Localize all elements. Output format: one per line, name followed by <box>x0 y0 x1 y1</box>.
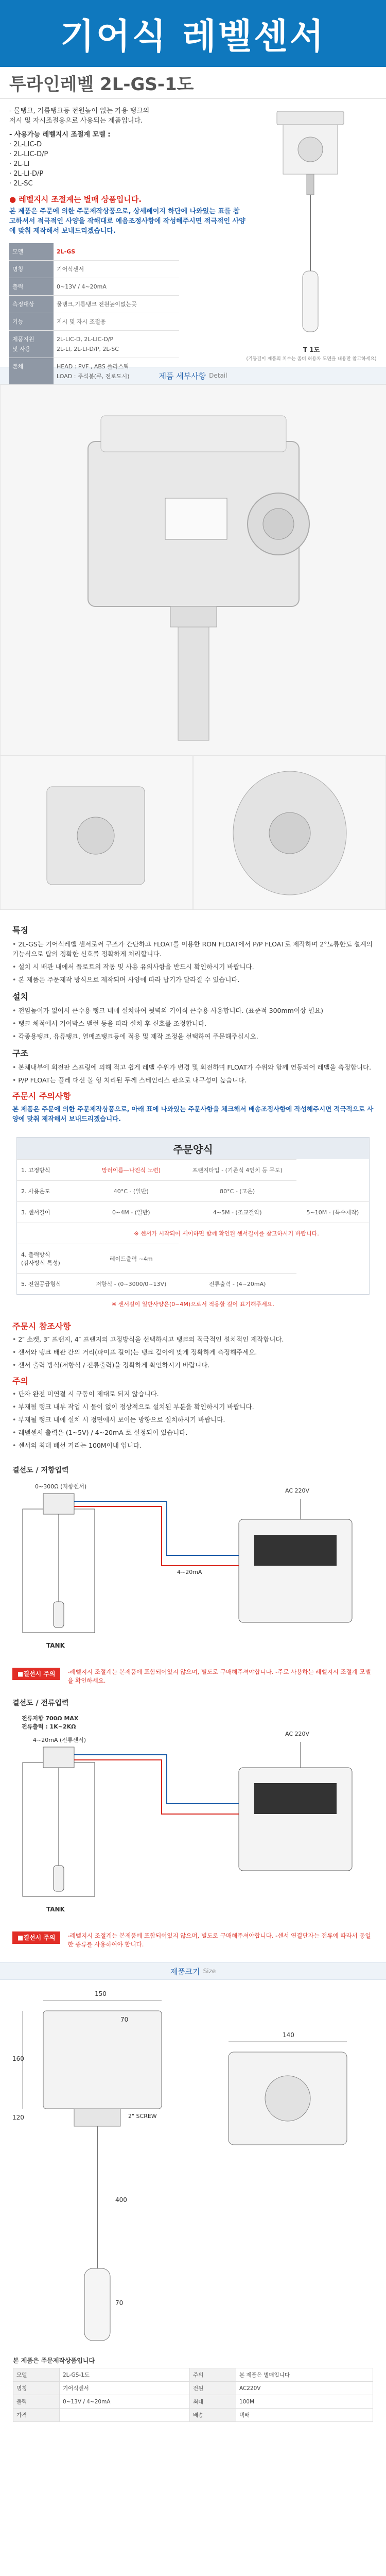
feature-item: • 본 제품은 주문제작 방식으로 제작되며 사양에 따라 납기가 달라질 수 있습니다. <box>12 975 374 985</box>
wiring2-sensor-label: 전류저항 700Ω MAX 전류출력 : 1K~2KΩ <box>22 1715 79 1730</box>
product-title: 투라인레벨 2L-GS-1도 <box>9 74 194 95</box>
spec-key: 제품지원 및 사용 <box>9 331 54 358</box>
order-row <box>17 1181 369 1202</box>
wiring1-terminal-label: 4~20mA <box>177 1569 202 1575</box>
structure-item: • 본체내부에 회전판 스프링에 의해 적고 쉽게 레벨 수위가 변경 및 회전하며 FLOAT가 수위와 함께 연동되어 레벨을 측정합니다. <box>12 1062 374 1072</box>
intro-line: - 물탱크, 기름탱크등 전원높이 없는 가용 탱크의 <box>9 107 150 115</box>
caution-block <box>0 1313 386 1462</box>
footer-key: 명칭 <box>13 2382 60 2395</box>
footer-value: 기어식센서 <box>60 2382 190 2395</box>
wiring2-tank-label: TANK <box>46 1906 65 1913</box>
order-row <box>17 1274 369 1295</box>
page-title: 기어식 레벨센서 <box>60 16 326 57</box>
footer-title: 본 제품은 주문제작상품입니다 <box>13 2357 95 2364</box>
warning-label: ■결선시 주의 <box>12 1931 60 1944</box>
footer-value <box>60 2409 190 2422</box>
product-model-label: T 1도 <box>303 346 320 353</box>
caution-item: • 센서 출력 방식(저항식 / 전류출력)을 정확하게 확인하시기 바랍니다. <box>12 1360 374 1370</box>
caution-item: • 2″ 소켓, 3″ 프랜지, 4″ 프랜지의 고정방식을 선택하시고 탱크의 적극적인 설치적인 제작합니다. <box>12 1334 374 1344</box>
spec-row <box>9 296 179 313</box>
order-footnote: ※ 센서길이 일반사양은(0~4M)으로서 적용할 길이 표기해주세요. <box>112 1301 274 1308</box>
spec-key: 모델 <box>9 243 54 261</box>
features-block <box>0 910 386 1132</box>
spec-row <box>9 278 179 296</box>
wiring1-sensor-label: 0~300Ω (저항센서) <box>35 1483 87 1490</box>
sensor-photo <box>1 385 386 756</box>
order-key: 5. 전원공급형식 <box>17 1274 84 1295</box>
spec-value: 2L-GS <box>54 243 179 261</box>
order-option[interactable]: 40°C - (일반) <box>84 1181 179 1202</box>
wiring2-warning <box>0 1927 386 1953</box>
install-item: • 전임높이가 없어서 큰수용 탱크 내에 설치하여 뒷벽의 기어식 큰수용 사용합니다. (표준적 300mm이상 필요) <box>12 1006 374 1015</box>
notes-title: 주의 <box>12 1376 28 1386</box>
order-key: 3. 센서길이 <box>17 1202 84 1223</box>
spec-value: HEAD : PVF , ABS 플라스틱 LOAD : 주석봉(쿠, 전로도시) <box>54 358 179 385</box>
footer-spec-table <box>13 2368 373 2422</box>
footer-key: 전원 <box>189 2382 236 2395</box>
note-item: • 부재될 탱크 내부 작업 시 물이 없이 정상적으로 설치된 부분을 확인하시기 바랍니다. <box>12 1402 374 1412</box>
wiring1-power-label: AC 220V <box>285 1487 310 1494</box>
order-option[interactable]: 80°C - (고온) <box>179 1181 296 1202</box>
photo-top-view <box>0 755 193 910</box>
wiring2-sub-label: 4~20mA (전류센서) <box>33 1737 86 1743</box>
model-item: · 2L-SC <box>9 180 33 188</box>
wiring1-warning <box>0 1664 386 1689</box>
order-option[interactable]: ※ 센서가 시작되어 세이하면 함께 확인된 센서길이를 참고하시기 바랍니다. <box>84 1223 369 1244</box>
footer-row <box>13 2395 373 2409</box>
section-title-detail: 제품 세부사항 Detail <box>0 367 386 384</box>
structure-item: • P/P FLOAT는 플레 대신 볼 형 처리된 두께 스테인리스 판으로 내구성이 높습니다. <box>12 1075 374 1085</box>
product-photo-main <box>0 384 386 755</box>
wiring1-tank-label: TANK <box>46 1642 65 1649</box>
spec-value: 기어식센서 <box>54 261 179 278</box>
wiring2-power-label: AC 220V <box>285 1731 310 1737</box>
warning-label: ■결선시 주의 <box>12 1668 60 1680</box>
model-item: · 2L-LI-D/P <box>9 170 44 178</box>
order-row <box>17 1223 369 1244</box>
spec-key: 측정대상 <box>9 296 54 313</box>
photo-pair <box>0 755 386 910</box>
footer-value: 0~13V / 4~20mA <box>60 2395 190 2409</box>
screw-label: 2" SCREW <box>128 2113 157 2120</box>
dim-float: 70 <box>115 2299 124 2307</box>
footer-row <box>13 2368 373 2382</box>
spec-row <box>9 261 179 278</box>
dim-top: 150 <box>95 1990 107 1997</box>
order-row <box>17 1202 369 1223</box>
wiring-diagram-resistance <box>12 1478 374 1664</box>
footer-value: AC220V <box>236 2382 373 2395</box>
dim-neck: 120 <box>12 2114 24 2121</box>
spec-key: 본체 <box>9 358 54 385</box>
spec-value: 2L-LIC-D, 2L-LIC-D/P 2L-LI, 2L-LI-D/P, 2L-SC <box>54 331 179 358</box>
photo-float <box>193 755 386 910</box>
product-caption: (기둥길이 제품의 치수는 좀더 허용차 도면을 내용만 참고하세요) <box>246 357 377 362</box>
order-option[interactable]: 망러이름—나진식 노련) <box>84 1160 179 1181</box>
spec-key: 출력 <box>9 278 54 296</box>
order-row <box>17 1244 369 1274</box>
dim-rod: 400 <box>115 2196 127 2204</box>
section-title-size: 제품크기 Size <box>0 1962 386 1980</box>
install-item: • 각종용탱크, 유류탱크, 열매조탱크등에 적용 및 제작 조정을 선택하여 주문해주십시오. <box>12 1031 374 1041</box>
footer-value: 본 제품은 별매입니다 <box>236 2368 373 2382</box>
note-item: • 센서의 최대 배선 거리는 100M이내 입니다. <box>12 1440 374 1450</box>
footer-row <box>13 2382 373 2395</box>
footer-key: 배송 <box>189 2409 236 2422</box>
warning-text: -레벨지시 조절계는 본제품에 포함되어있지 않으며, 별도로 구매해주셔야합니다. -주로 사용하는 레벨지시 조절계 모델을 확인하세요. <box>67 1668 371 1684</box>
dim-inner: 70 <box>120 2016 129 2023</box>
note-item: • 단자 완전 미연결 시 구동이 제대로 되지 않습니다. <box>12 1389 374 1399</box>
order-key: 2. 사용온도 <box>17 1181 84 1202</box>
model-item: · 2L-LIC-D <box>9 141 42 148</box>
structure-title: 구조 <box>12 1048 28 1058</box>
footer-key: 주의 <box>189 2368 236 2382</box>
spec-value: 지시 및 자시 조절용 <box>54 313 179 331</box>
footer-row <box>13 2409 373 2422</box>
caution-item: • 센서와 탱크 배관 간의 거리(파이프 길이)는 탱크 깊이에 맞게 정확하게 측정해주세요. <box>12 1347 374 1357</box>
order-notice-text: 본 제품은 주문에 의한 주문제작상품으로, 아래 표에 나와있는 주문사항을 체크해서 배송조정사항에 작성해주시면 적극적으로 사양에 맞춰 제작해서 보내드리겠습니다. <box>12 1105 374 1123</box>
models-title: - 사용가능 레벨지시 조절계 모델 : <box>9 131 111 139</box>
spec-summary-table <box>9 243 179 385</box>
order-option[interactable]: 전류출력 - (4~20mA) <box>179 1274 296 1295</box>
spec-value: 물탱크,기름탱크 전원높이없는곳 <box>54 296 179 313</box>
order-option[interactable]: 0~4M - (일반) <box>84 1202 179 1223</box>
spec-key: 기능 <box>9 313 54 331</box>
note-item: • 레벨센서 출력은 (1~5V) / 4~20mA 로 설정되어 있습니다. <box>12 1428 374 1437</box>
footer-value: 택배 <box>236 2409 373 2422</box>
footer-value: 2L-GS-1도 <box>60 2368 190 2382</box>
order-form-title: 주문양식 <box>17 1138 369 1159</box>
order-form-table <box>17 1159 369 1294</box>
feature-item: • 2L-GS는 기어식레벨 센서로써 구조가 간단하고 FLOAT를 이용한 RON FLOAT에서 P/P FLOAT로 제작하며 2°노류한도 설계의 기능식으로 탑의 정확한 신호를 정확하게 처리합니다. <box>12 939 374 959</box>
order-option[interactable]: 레이드출력 ~4m <box>84 1244 179 1274</box>
order-option[interactable]: 5~10M - (특수제작) <box>296 1202 369 1223</box>
note-item: • 부재될 탱크 내에 설치 시 정면에서 보이는 방향으로 설치하시기 바랍니다. <box>12 1415 374 1425</box>
section-title-wiring-resistance: 결선도 / 저항입력 <box>12 1466 69 1475</box>
product-illustration <box>246 106 377 362</box>
order-notice-title: 주문시 주의사항 <box>12 1091 71 1101</box>
install-title: 설치 <box>12 992 28 1002</box>
spec-row <box>9 331 179 358</box>
spec-key: 명칭 <box>9 261 54 278</box>
order-key: 1. 고정방식 <box>17 1160 84 1181</box>
footer-value: 100M <box>236 2395 373 2409</box>
header-banner <box>0 0 386 67</box>
wiring-diagram-current <box>12 1711 374 1927</box>
footer-key: 모델 <box>13 2368 60 2382</box>
order-key: 4. 출력방식 (검사방식 특성) <box>17 1244 84 1274</box>
spec-row <box>9 358 179 385</box>
install-item: • 탱크 체적에서 기어박스 밸런 등을 따라 설치 후 신호를 조정합니다. <box>12 1019 374 1028</box>
spec-value: 0~13V / 4~20mA <box>54 278 179 296</box>
level-sensor-illustration <box>246 106 376 343</box>
notice-separate-sale: ● 레벨지시 조절계는 별매 상품입니다. <box>9 195 142 204</box>
model-item: · 2L-LI <box>9 160 30 168</box>
spec-row <box>9 243 179 261</box>
feature-item: • 설치 시 배관 내에서 플로트의 작동 및 사용 유의사항을 반드시 확인하시기 바랍니다. <box>12 962 374 972</box>
warning-text: -레벨지시 조절계는 본제품에 포함되어있지 않으며, 별도로 구매해주셔야합니다. -센서 연결단자는 전류에 따라서 동일한 종류를 사용하여야 합니다. <box>67 1932 371 1948</box>
notice-custom-order: 본 제품은 주문에 의한 주문제작상품으로, 상세페이지 하단에 나와있는 표를 참고하셔서 적극적인 사양을 작해대로 예음조정사항에 작성해주시면 적극적인 사양에 맞춰 제작해서 보내드리겠습니다. <box>9 208 245 235</box>
spec-row <box>9 313 179 331</box>
intro-line: 저시 및 자시조절용으로 사용되는 제품입니다. <box>9 117 143 125</box>
size-drawing <box>12 1980 374 2351</box>
order-option[interactable]: 4~5M - (조교절약) <box>179 1202 296 1223</box>
order-form <box>16 1137 370 1295</box>
features-title: 특징 <box>12 925 28 935</box>
footer-key: 출력 <box>13 2395 60 2409</box>
model-item: · 2L-LIC-D/P <box>9 150 48 158</box>
order-row <box>17 1160 369 1181</box>
product-title-bar <box>0 67 386 99</box>
order-key <box>17 1223 84 1244</box>
caution-title: 주문시 참조사항 <box>12 1321 71 1331</box>
footer-key: 최대 <box>189 2395 236 2409</box>
order-option[interactable]: 저항식 - (0~3000/0~13V) <box>84 1274 179 1295</box>
footer-key: 가격 <box>13 2409 60 2422</box>
dim-height: 160 <box>12 2055 24 2062</box>
section-title-wiring-current: 결선도 / 전류입력 <box>12 1699 69 1707</box>
order-option[interactable]: 프랜지타입 - (기존식 4인치 등 무도) <box>179 1160 296 1181</box>
dim-right: 140 <box>283 2031 294 2039</box>
